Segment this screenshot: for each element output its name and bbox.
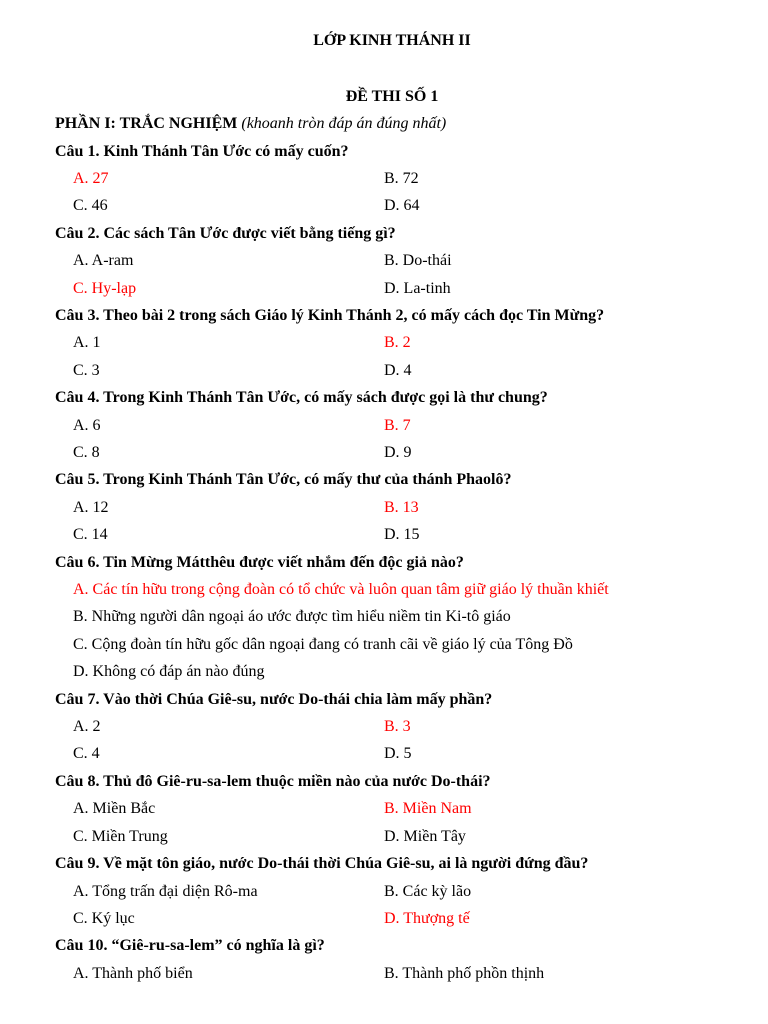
option-c: C. 46 xyxy=(73,197,108,214)
option-c: C. 8 xyxy=(73,444,100,461)
option-b: B. 7 xyxy=(384,417,411,434)
option-c: C. 4 xyxy=(73,745,100,762)
option-d: D. Miền Tây xyxy=(384,828,466,845)
question-text: Câu 6. Tin Mừng Mátthêu được viết nhắm đến độc giả nào? xyxy=(55,554,464,571)
option-c: C. Cộng đoàn tín hữu gốc dân ngoại đang có tranh cãi về giáo lý của Tông Đồ xyxy=(73,636,573,653)
question-text: Câu 8. Thủ đô Giê-ru-sa-lem thuộc miền nào của nước Do-thái? xyxy=(55,773,491,790)
question-text: Câu 10. “Giê-ru-sa-lem” có nghĩa là gì? xyxy=(55,937,325,954)
option-a: A. 12 xyxy=(73,499,109,516)
question-text: Câu 4. Trong Kinh Thánh Tân Ước, có mấy sách được gọi là thư chung? xyxy=(55,389,548,406)
option-c: C. Miền Trung xyxy=(73,828,168,845)
option-a: A. Thành phố biển xyxy=(73,965,193,982)
option-a: A. A-ram xyxy=(73,252,134,269)
option-b: B. 3 xyxy=(384,718,411,735)
option-b: B. 72 xyxy=(384,170,419,187)
option-d: D. 5 xyxy=(384,745,412,762)
option-d: D. La-tinh xyxy=(384,280,451,297)
option-b: B. 2 xyxy=(384,334,411,351)
exam-title: ĐỀ THI SỐ 1 xyxy=(345,88,439,105)
option-d: D. 15 xyxy=(384,526,420,543)
document-title: LỚP KINH THÁNH II xyxy=(313,32,471,49)
question-text: Câu 7. Vào thời Chúa Giê-su, nước Do-thái chia làm mấy phần? xyxy=(55,691,493,708)
option-d: D. Thượng tế xyxy=(384,910,470,927)
option-c: C. 14 xyxy=(73,526,108,543)
option-b: B. Các kỳ lão xyxy=(384,883,472,900)
option-b: B. Miền Nam xyxy=(384,800,472,817)
option-d: D. 64 xyxy=(384,197,420,214)
option-d: D. Không có đáp án nào đúng xyxy=(73,663,265,680)
option-a: A. 1 xyxy=(73,334,101,351)
option-a: A. 27 xyxy=(73,170,109,187)
section-label: PHẦN I: TRẮC NGHIỆM xyxy=(55,115,238,132)
option-a: A. 2 xyxy=(73,718,101,735)
option-a: A. Miền Bắc xyxy=(73,800,156,817)
option-b: B. Do-thái xyxy=(384,252,452,269)
option-a: A. Các tín hữu trong cộng đoàn có tổ chức và luôn quan tâm giữ giáo lý thuần khiết xyxy=(73,581,609,598)
question-text: Câu 3. Theo bài 2 trong sách Giáo lý Kinh Thánh 2, có mấy cách đọc Tin Mừng? xyxy=(55,307,605,324)
option-d: D. 9 xyxy=(384,444,412,461)
question-text: Câu 2. Các sách Tân Ước được viết bằng tiếng gì? xyxy=(55,225,396,242)
question-text: Câu 9. Về mặt tôn giáo, nước Do-thái thời Chúa Giê-su, ai là người đứng đầu? xyxy=(55,855,589,872)
option-d: D. 4 xyxy=(384,362,412,379)
option-c: C. Hy-lạp xyxy=(73,280,137,297)
section-heading xyxy=(55,114,446,134)
question-text: Câu 5. Trong Kinh Thánh Tân Ước, có mấy thư của thánh Phaolô? xyxy=(55,471,512,488)
option-b: B. Những người dân ngoại áo ước được tìm hiểu niềm tin Ki-tô giáo xyxy=(73,608,511,625)
option-a: A. 6 xyxy=(73,417,101,434)
option-b: B. Thành phố phồn thịnh xyxy=(384,965,545,982)
option-c: C. Ký lục xyxy=(73,910,135,927)
option-c: C. 3 xyxy=(73,362,100,379)
question-text: Câu 1. Kinh Thánh Tân Ước có mấy cuốn? xyxy=(55,143,349,160)
option-b: B. 13 xyxy=(384,499,419,516)
section-note: (khoanh tròn đáp án đúng nhất) xyxy=(241,115,447,132)
option-a: A. Tổng trấn đại diện Rô-ma xyxy=(73,883,258,900)
